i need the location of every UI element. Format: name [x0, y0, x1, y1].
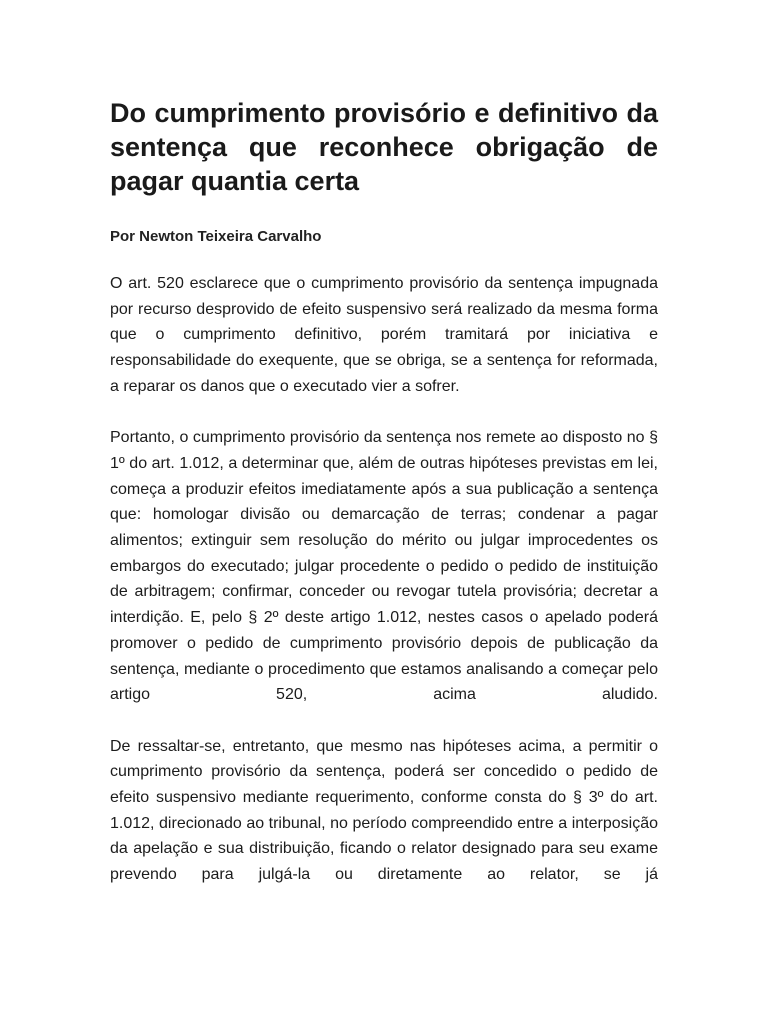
paragraph-3: De ressaltar-se, entretanto, que mesmo nas hipóteses acima, a permitir o cumprimento provisório da sentença, poderá ser concedido o pedido de efeito suspensivo mediante requerimento, conforme consta do § 3º do art. 1.012, direcionado ao tribunal, no período compreendido entre a interposição da apelação e sua distribuição, ficando o relator designado para seu exame prevendo para julgá-la ou diretamente ao relator, se já — [110, 737, 658, 884]
document-page — [110, 96, 658, 888]
paragraph-1: O art. 520 esclarece que o cumprimento provisório da sentença impugnada por recurso desprovido de efeito suspensivo será realizado da mesma forma que o cumprimento definitivo, porém tramitará por iniciativa e responsabilidade do exequente, que se obriga, se a sentença for reformada, a reparar os danos que o executado vier a sofrer. — [110, 275, 658, 395]
document-title: Do cumprimento provisório e definitivo da sentença que reconhece obrigação de pagar quantia certa — [110, 98, 658, 196]
document-author: Por Newton Teixeira Carvalho — [110, 228, 322, 245]
paragraph-2: Portanto, o cumprimento provisório da sentença nos remete ao disposto no § 1º do art. 1.012, a determinar que, além de outras hipóteses previstas em lei, começa a produzir efeitos imediatamente após a sua publicação a sentença que: homologar divisão ou demarcação de terras; condenar a pagar alimentos; extinguir sem resolução do mérito ou julgar improcedentes os embargos do executado; julgar procedente o pedido o pedido de instituição de arbitragem; confirmar, conceder ou revogar tutela provisória; decretar a interdição. E, pelo § 2º deste artigo 1.012, nestes casos o apelado poderá promover o pedido de cumprimento provisório depois de publicação da sentença, mediante o procedimento que estamos analisando a começar pelo artigo 520, acima aludido. — [110, 429, 658, 704]
